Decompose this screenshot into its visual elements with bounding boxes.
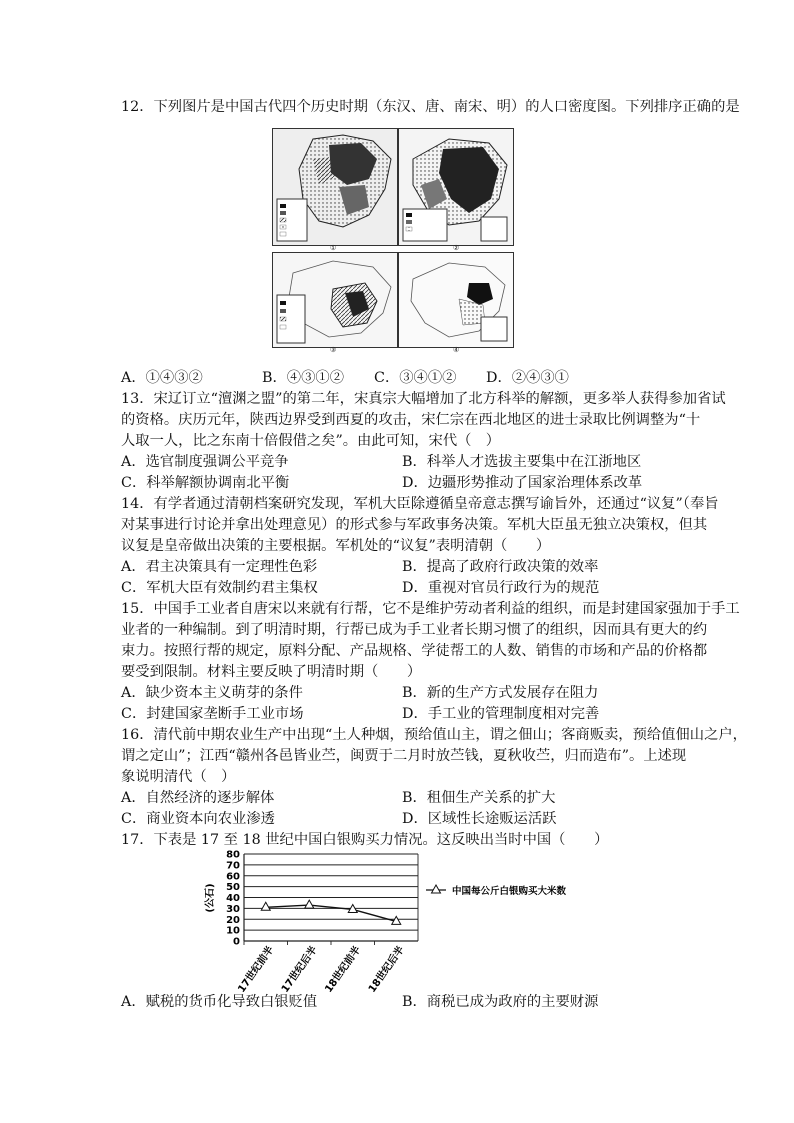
x-tick-label: 18世纪前半 <box>323 944 364 995</box>
chart-plot <box>261 900 401 924</box>
q15-option-c[interactable]: C．封建国家垄断手工业市场 <box>121 706 304 722</box>
map-2-image <box>399 129 513 245</box>
chart-x-ticks <box>235 941 407 995</box>
q13-option-d[interactable]: D．边疆形势推动了国家治理体系改革 <box>402 475 643 491</box>
y-tick-label: 30 <box>226 903 240 915</box>
q17-stem: 17．下表是 17 至 18 世纪中国白银购买力情况。这反映出当时中国（ ） <box>121 832 609 848</box>
y-tick-label: 20 <box>226 914 240 926</box>
q13-stem-line-3: 人取一人，比之东南十倍假借之矣”。由此可知，宋代（ ） <box>121 433 501 449</box>
y-tick-label: 60 <box>226 871 240 883</box>
map-1-caption: ① <box>330 244 337 252</box>
q17-option-b[interactable]: B．商税已成为政府的主要财源 <box>402 994 599 1010</box>
q13-option-b[interactable]: B．科举人才选拔主要集中在江浙地区 <box>402 454 642 470</box>
q13-option-c[interactable]: C．科举解额协调南北平衡 <box>121 475 290 491</box>
q15-option-d[interactable]: D．手工业的管理制度相对完善 <box>402 706 600 722</box>
q15-stem-line-3: 束力。按照行帮的规定，原料分配、产品规格、学徒帮工的人数、销售的市场和产品的价格都 <box>121 643 708 659</box>
q12-stem: 12．下列图片是中国古代四个历史时期（东汉、唐、南宋、明）的人口密度图。下列排序正确的是 <box>121 99 740 115</box>
q16-option-d[interactable]: D．区域性长途贩运活跃 <box>402 811 557 827</box>
q16-stem-line-3: 象说明清代（ ） <box>121 769 236 785</box>
chart-legend-label: 中国每公斤白银购买大米数 <box>452 886 567 897</box>
data-point-marker <box>261 902 270 910</box>
q12-option-b[interactable]: B．④③①② <box>262 370 344 386</box>
x-tick-label: 17世纪前半 <box>236 944 277 995</box>
q13-stem-line-1: 13．宋辽订立“澶渊之盟”的第二年，宋真宗大幅增加了北方科举的解额，更多举人获得参加省试 <box>121 391 726 407</box>
q15-stem-line-1: 15．中国手工业者自唐宋以来就有行帮，它不是维护劳动者利益的组织，而是封建国家强加于手工 <box>121 601 740 617</box>
q14-stem-line-1: 14．有学者通过清朝档案研究发现，军机大臣除遵循皇帝意志撰写谕旨外，还通过“议复”（奉旨 <box>121 496 719 512</box>
map-3-caption: ③ <box>330 346 337 354</box>
data-point-marker <box>305 900 314 908</box>
y-tick-label: 50 <box>226 882 240 894</box>
q14-option-d[interactable]: D．重视对官员行政行为的规范 <box>402 580 600 596</box>
chart-legend <box>426 885 567 897</box>
q14-stem-line-2: 对某事进行讨论并拿出处理意见）的形式参与军政事务决策。军机大臣虽无独立决策权，但其 <box>121 517 708 533</box>
silver-purchasing-power-chart <box>200 848 620 998</box>
map-1-image <box>273 129 397 245</box>
q14-stem-line-3: 议复是皇帝做出决策的主要根据。军机处的“议复”表明清朝（ ） <box>121 538 551 554</box>
population-density-map-1 <box>272 128 398 246</box>
y-tick-label: 80 <box>226 849 240 861</box>
q16-option-a[interactable]: A．自然经济的逐步解体 <box>121 790 275 806</box>
population-density-map-2 <box>398 128 514 246</box>
q17-option-a[interactable]: A．赋税的货币化导致白银贬值 <box>121 994 318 1010</box>
q15-option-b[interactable]: B．新的生产方式发展存在阻力 <box>402 685 599 701</box>
q15-stem-line-4: 要受到限制。材料主要反映了明清时期（ ） <box>121 664 422 680</box>
y-tick-label: 0 <box>233 936 240 948</box>
chart-y-axis-label: (公石) <box>205 883 216 913</box>
map-2-caption: ② <box>453 244 460 252</box>
q16-stem-line-1: 16．清代前中期农业生产中出现“土人种烟，预给值山主，谓之佃山；客商贩卖，预给值佃山之户， <box>121 727 747 743</box>
population-density-map-3 <box>272 252 398 348</box>
q14-option-c[interactable]: C．军机大臣有效制约君主集权 <box>121 580 318 596</box>
x-tick-label: 18世纪后半 <box>366 944 407 995</box>
map-4-image <box>399 253 513 347</box>
y-tick-label: 10 <box>226 925 240 937</box>
q12-option-a[interactable]: A．①④③② <box>121 370 203 386</box>
q15-stem-line-2: 业者的一种编制。到了明清时期，行帮已成为手工业者长期习惯了的组织，因而具有更大的约 <box>121 622 708 638</box>
q16-stem-line-2: 谓之定山”；江西“赣州各邑皆业苎，闽贾于二月时放苎钱，夏秋收苎，归而造布”。上述现 <box>121 748 687 764</box>
q15-option-a[interactable]: A．缺少资本主义萌芽的条件 <box>121 685 303 701</box>
chart-grid <box>244 854 418 941</box>
q16-option-b[interactable]: B．租佃生产关系的扩大 <box>402 790 556 806</box>
y-tick-label: 70 <box>226 860 240 872</box>
q14-option-b[interactable]: B．提高了政府行政决策的效率 <box>402 559 599 575</box>
y-tick-label: 40 <box>226 893 240 904</box>
q13-stem-line-2: 的资格。庆历元年，陕西边界受到西夏的攻击，宋仁宗在西北地区的进士录取比例调整为“十 <box>121 412 701 428</box>
q13-option-a[interactable]: A．选官制度强调公平竞争 <box>121 454 289 470</box>
q12-option-c[interactable]: C．③④①② <box>374 370 457 386</box>
q16-option-c[interactable]: C．商业资本向农业渗透 <box>121 811 275 827</box>
map-4-caption: ④ <box>453 346 460 354</box>
x-tick-label: 17世纪后半 <box>279 944 320 995</box>
q14-option-a[interactable]: A．君主决策具有一定理性色彩 <box>121 559 318 575</box>
chart-y-ticks <box>226 850 240 948</box>
q12-option-d[interactable]: D．②④③① <box>486 370 569 386</box>
population-density-map-4 <box>398 252 514 348</box>
map-3-image <box>273 253 397 347</box>
